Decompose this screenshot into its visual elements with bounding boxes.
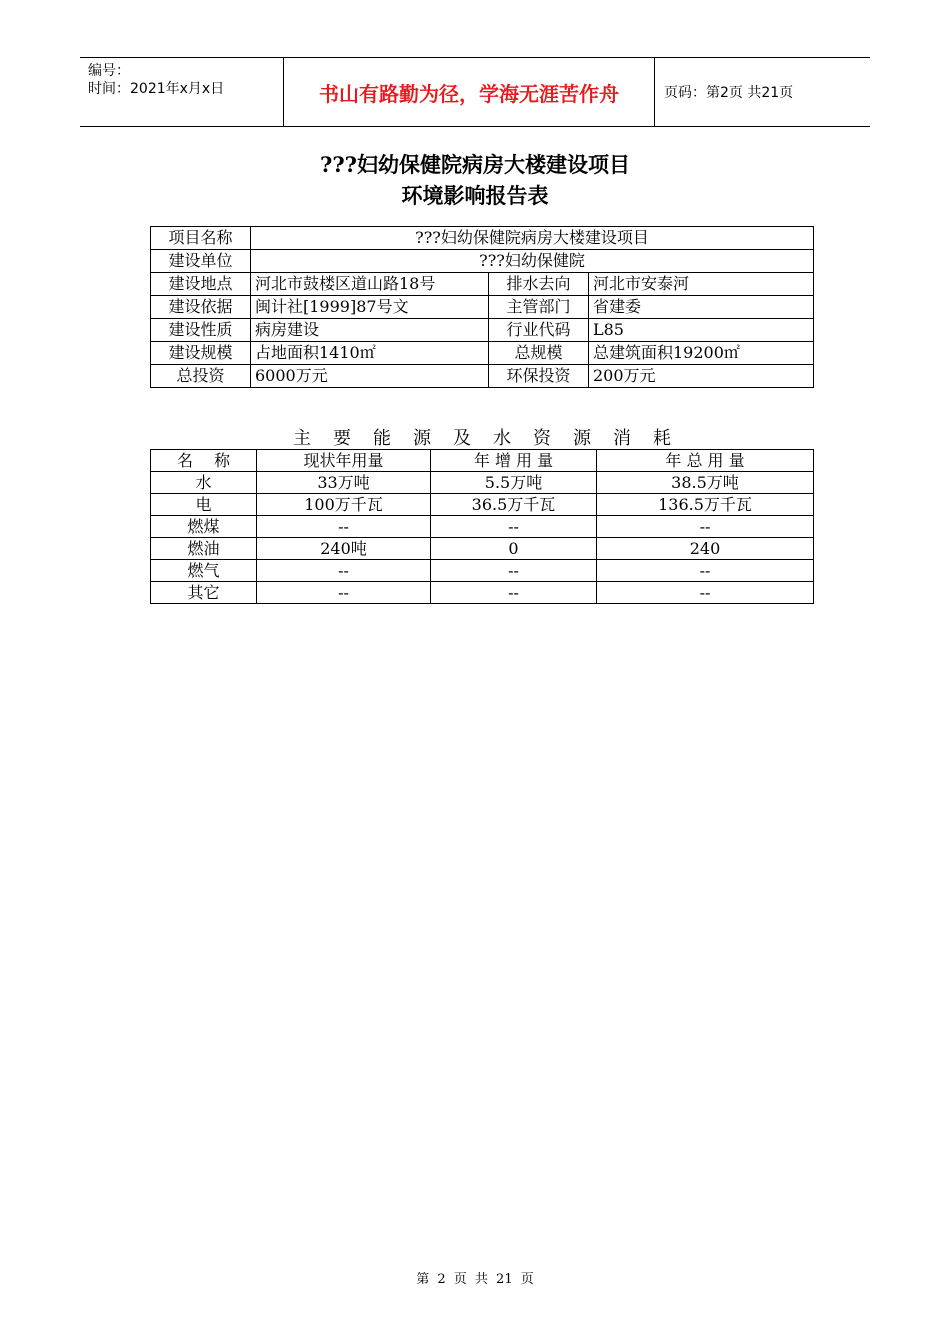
investment-label: 总投资 <box>151 365 251 388</box>
table-cell: 5.5万吨 <box>431 472 597 494</box>
column-header: 年 增 用 量 <box>431 450 597 472</box>
basis-value: 闽计社[1999]87号文 <box>251 296 489 319</box>
page-header <box>80 57 870 127</box>
table-row <box>151 273 814 296</box>
table-cell: 36.5万千瓦 <box>431 494 597 516</box>
table-cell: 其它 <box>151 582 257 604</box>
table-cell: 33万吨 <box>257 472 431 494</box>
header-motto: 书山有路勤为径，学海无涯苦作舟 <box>283 58 655 126</box>
table-cell: 燃油 <box>151 538 257 560</box>
table-row <box>151 296 814 319</box>
table-cell: 水 <box>151 472 257 494</box>
env-investment-label: 环保投资 <box>489 365 589 388</box>
scale-value: 占地面积1410㎡ <box>251 342 489 365</box>
column-header: 现状年用量 <box>257 450 431 472</box>
table-cell: -- <box>597 582 814 604</box>
nature-label: 建设性质 <box>151 319 251 342</box>
header-page-info: 页码：第2页 共21页 <box>664 85 794 101</box>
authority-value: 省建委 <box>589 296 814 319</box>
table-row <box>151 250 814 273</box>
table-cell: -- <box>257 582 431 604</box>
nature-value: 病房建设 <box>251 319 489 342</box>
page-footer: 第 2 页 共 21 页 <box>416 1272 534 1287</box>
table-row <box>151 494 814 516</box>
table-cell: 燃气 <box>151 560 257 582</box>
investment-value: 6000万元 <box>251 365 489 388</box>
table-cell: 240吨 <box>257 538 431 560</box>
table-row <box>151 227 814 250</box>
table-cell: -- <box>257 516 431 538</box>
table-cell: 0 <box>431 538 597 560</box>
project-info-table <box>150 226 814 388</box>
table-row <box>151 560 814 582</box>
report-title-line1: ???妇幼保健院病房大楼建设项目 <box>320 152 630 177</box>
builder-value: ???妇幼保健院 <box>251 250 814 273</box>
table-cell: -- <box>257 560 431 582</box>
authority-label: 主管部门 <box>489 296 589 319</box>
location-label: 建设地点 <box>151 273 251 296</box>
table-row <box>151 516 814 538</box>
table-row <box>151 538 814 560</box>
table-cell: 电 <box>151 494 257 516</box>
table-cell: 136.5万千瓦 <box>597 494 814 516</box>
serial-label: 编号： <box>88 63 130 79</box>
table-row <box>151 342 814 365</box>
header-meta <box>88 62 278 98</box>
table-cell: 38.5万吨 <box>597 472 814 494</box>
table-header-row <box>151 450 814 472</box>
drainage-value: 河北市安泰河 <box>589 273 814 296</box>
total-scale-value: 总建筑面积19200㎡ <box>589 342 814 365</box>
total-scale-label: 总规模 <box>489 342 589 365</box>
table-cell: -- <box>597 516 814 538</box>
drainage-label: 排水去向 <box>489 273 589 296</box>
table-cell: -- <box>431 516 597 538</box>
table-row <box>151 472 814 494</box>
builder-label: 建设单位 <box>151 250 251 273</box>
industry-code-label: 行业代码 <box>489 319 589 342</box>
time-label: 时间：2021年x月x日 <box>88 81 225 97</box>
energy-consumption-table <box>150 449 814 604</box>
scale-label: 建设规模 <box>151 342 251 365</box>
env-investment-value: 200万元 <box>589 365 814 388</box>
table-cell: 240 <box>597 538 814 560</box>
table-cell: -- <box>597 560 814 582</box>
table-row <box>151 365 814 388</box>
report-title-line2: 环境影响报告表 <box>401 183 549 208</box>
column-header: 名 称 <box>151 450 257 472</box>
table-row <box>151 582 814 604</box>
table-cell: 燃煤 <box>151 516 257 538</box>
table-cell: 100万千瓦 <box>257 494 431 516</box>
basis-label: 建设依据 <box>151 296 251 319</box>
project-name-value: ???妇幼保健院病房大楼建设项目 <box>251 227 814 250</box>
industry-code-value: L85 <box>589 319 814 342</box>
table-cell: -- <box>431 582 597 604</box>
location-value: 河北市鼓楼区道山路18号 <box>251 273 489 296</box>
energy-section-title: 主要能源及水资源消耗 <box>293 428 693 449</box>
column-header: 年 总 用 量 <box>597 450 814 472</box>
table-row <box>151 319 814 342</box>
project-name-label: 项目名称 <box>151 227 251 250</box>
table-cell: -- <box>431 560 597 582</box>
